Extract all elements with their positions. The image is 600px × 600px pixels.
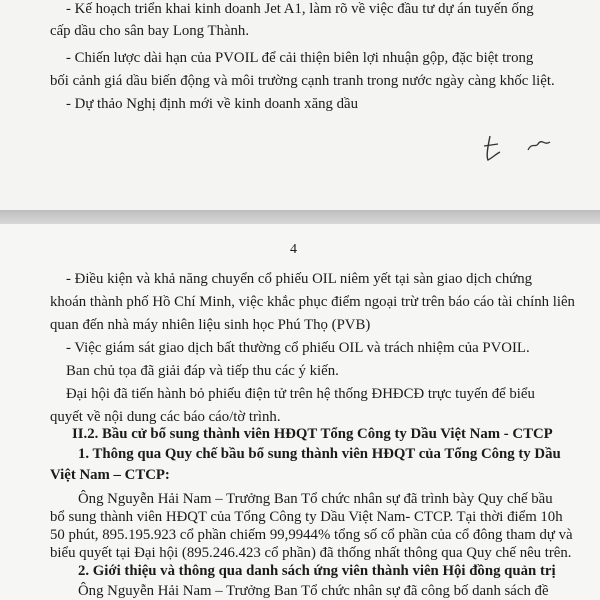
text-line: quan đến nhà máy nhiên liệu sinh học Phú Thọ (PVB) bbox=[50, 317, 371, 333]
text-line: Đại hội đã tiến hành bỏ phiếu điện tử trên hệ thống ĐHĐCĐ trực tuyến để biểu bbox=[66, 386, 535, 402]
text-line: - Chiến lược dài hạn của PVOIL để cải thiện biên lợi nhuận gộp, đặc biệt trong bbox=[66, 50, 534, 66]
subsection-heading: 1. Thông qua Quy chế bầu bổ sung thành viên HĐQT của Tổng Công ty Dầu bbox=[78, 446, 561, 462]
text-line: - Việc giám sát giao dịch bất thường cổ phiếu OIL và trách nhiệm của PVOIL. bbox=[66, 340, 530, 356]
text-line: bổ sung thành viên HĐQT của Tổng Công ty Dầu Việt Nam- CTCP. Tại thời điểm 10h bbox=[50, 509, 563, 525]
page-separator bbox=[0, 210, 600, 224]
subsection-heading: 2. Giới thiệu và thông qua danh sách ứng viên thành viên Hội đồng quản trị bbox=[78, 563, 556, 579]
text-line: - Điều kiện và khả năng chuyển cổ phiếu OIL niêm yết tại sàn giao dịch chứng bbox=[66, 271, 533, 287]
section-heading: II.2. Bầu cử bổ sung thành viên HĐQT Tổng Công ty Dầu Việt Nam - CTCP bbox=[72, 426, 553, 442]
text-line: 50 phút, 895.195.923 cổ phần chiếm 99,9944% tổng số cổ phần của cổ đông tham dự và bbox=[50, 527, 573, 543]
page-number: 4 bbox=[290, 242, 297, 257]
text-line: - Kế hoạch triển khai kinh doanh Jet A1, làm rõ về việc đầu tư dự án tuyến ống bbox=[66, 1, 534, 17]
text-line: khoán thành phố Hồ Chí Minh, việc khắc phục điểm ngoại trừ trên báo cáo tài chính liên bbox=[50, 294, 575, 310]
subsection-heading: Việt Nam – CTCP: bbox=[50, 467, 170, 483]
text-line: quyết về nội dung các báo cáo/tờ trình. bbox=[50, 409, 281, 425]
signature-initials-icon bbox=[480, 128, 560, 168]
text-line: Ông Nguyễn Hải Nam – Trưởng Ban Tổ chức nhân sự đã trình bày Quy chế bầu bbox=[78, 491, 553, 507]
text-line: bối cảnh giá dầu biến động và môi trường cạnh tranh trong nước ngày càng khốc liệt. bbox=[50, 73, 555, 89]
text-line: - Dự thảo Nghị định mới về kinh doanh xăng dầu bbox=[66, 96, 359, 112]
text-line: Ban chủ tọa đã giải đáp và tiếp thu các ý kiến. bbox=[66, 363, 339, 379]
text-line: Ông Nguyễn Hải Nam – Trưởng Ban Tổ chức nhân sự đã công bố danh sách đề bbox=[78, 583, 549, 599]
text-line: cấp dầu cho sân bay Long Thành. bbox=[50, 23, 250, 39]
document-page-top bbox=[0, 0, 600, 210]
text-line: biểu quyết tại Đại hội (895.246.423 cổ phần) đã thống nhất thông qua Quy chế nêu trên. bbox=[50, 545, 572, 561]
